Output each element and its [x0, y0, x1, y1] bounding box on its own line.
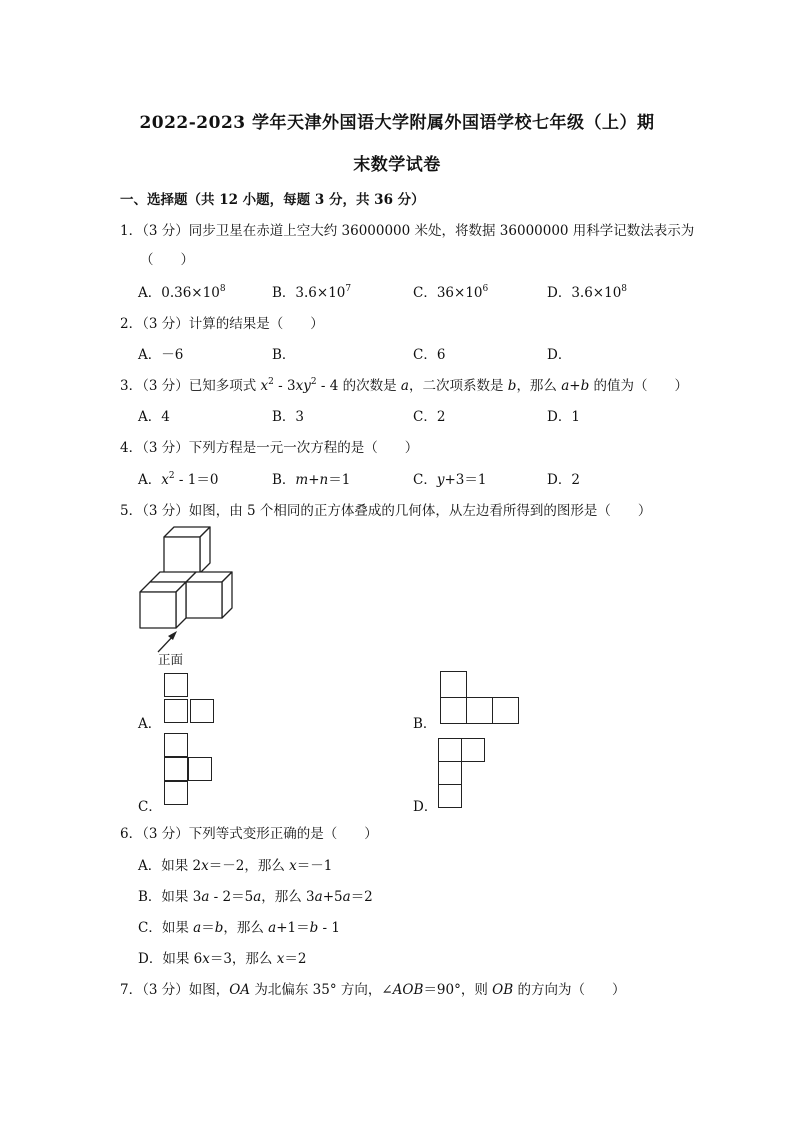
q5-option-c[interactable]: C． [138, 799, 162, 815]
q2-option-c[interactable]: C．6 [413, 347, 446, 363]
q3-option-b[interactable]: B．3 [272, 409, 305, 425]
front-label: 正面 [158, 652, 184, 667]
q4-option-d[interactable]: D．2 [547, 472, 580, 488]
q3-text: 3．（3 分）已知多项式 $x^2 - 3xy^2 - 4$ 的次数是 a，二次项系数是 b，那么 a+b 的值为（ ） [120, 377, 689, 394]
q6-option-b[interactable]: B．如果 3a - 2＝5a，那么 3a+5a＝2 [138, 889, 373, 905]
section-heading: 一、选择题（共 12 小题，每题 3 分，共 36 分） [120, 192, 425, 208]
paper-title-line2: 末数学试卷 [353, 155, 441, 175]
q2-option-d[interactable]: D． [547, 347, 572, 363]
q5-text: 5．（3 分）如图，由 5 个相同的正方体叠成的几何体，从左边看所得到的图形是（ ） [120, 503, 652, 519]
top-cube-front-face [164, 537, 200, 573]
q7-text: 7．（3 分）如图，OA 为北偏东 35° 方向，∠AOB＝90°，则 OB 的方向为（ ） [120, 982, 626, 998]
q5-option-b[interactable]: B． [413, 716, 437, 732]
q1-option-d[interactable]: D．$3.6\times 10^8$ [547, 284, 628, 301]
q6-option-d[interactable]: D．如果 6x＝3，那么 x＝2 [138, 951, 307, 967]
front-cube-front [140, 592, 176, 628]
q6-text: 6．（3 分）下列等式变形正确的是（ ） [120, 826, 378, 842]
q6-option-a[interactable]: A．如果 2x＝－2，那么 x＝－1 [138, 858, 333, 874]
q2-option-b[interactable]: B． [272, 347, 296, 363]
q1-option-b[interactable]: B．$3.6\times 10^7$ [272, 284, 352, 301]
q4-option-a[interactable]: A．$x^2 - 1=0$ [138, 471, 219, 488]
paper-title-line1: 2022-2023 学年天津外国语大学附属外国语学校七年级（上）期 [139, 113, 655, 133]
q6-option-c[interactable]: C．如果 a＝b，那么 a+1＝b - 1 [138, 920, 340, 936]
q5-option-a[interactable]: A． [138, 716, 162, 732]
q1-text: 1．（3 分）同步卫星在赤道上空大约 36000000 米处，将数据 36000000 用科学记数法表示为 [120, 223, 695, 239]
right-back-cube-front [186, 582, 222, 618]
cubes-figure [130, 525, 245, 670]
q1-option-a[interactable]: A．$0.36\times 10^8$ [138, 284, 226, 301]
q2-text: 2．（3 分）计算的结果是（ ） [120, 316, 324, 332]
q3-option-d[interactable]: D．1 [547, 409, 580, 425]
q3-option-c[interactable]: C．2 [413, 409, 446, 425]
q5-option-d[interactable]: D． [413, 799, 438, 815]
q2-option-a[interactable]: A．－6 [138, 347, 184, 363]
front-arrow-head [168, 631, 177, 640]
q3-option-a[interactable]: A．4 [138, 409, 170, 425]
q4-option-b[interactable]: B．m+n＝1 [272, 472, 351, 488]
q4-option-c[interactable]: C．y+3＝1 [413, 472, 487, 488]
q1-option-c[interactable]: C．$36\times 10^6$ [413, 284, 489, 301]
q4-text: 4．（3 分）下列方程是一元一次方程的是（ ） [120, 440, 419, 456]
q1-text-cont: （ ） [140, 252, 194, 268]
